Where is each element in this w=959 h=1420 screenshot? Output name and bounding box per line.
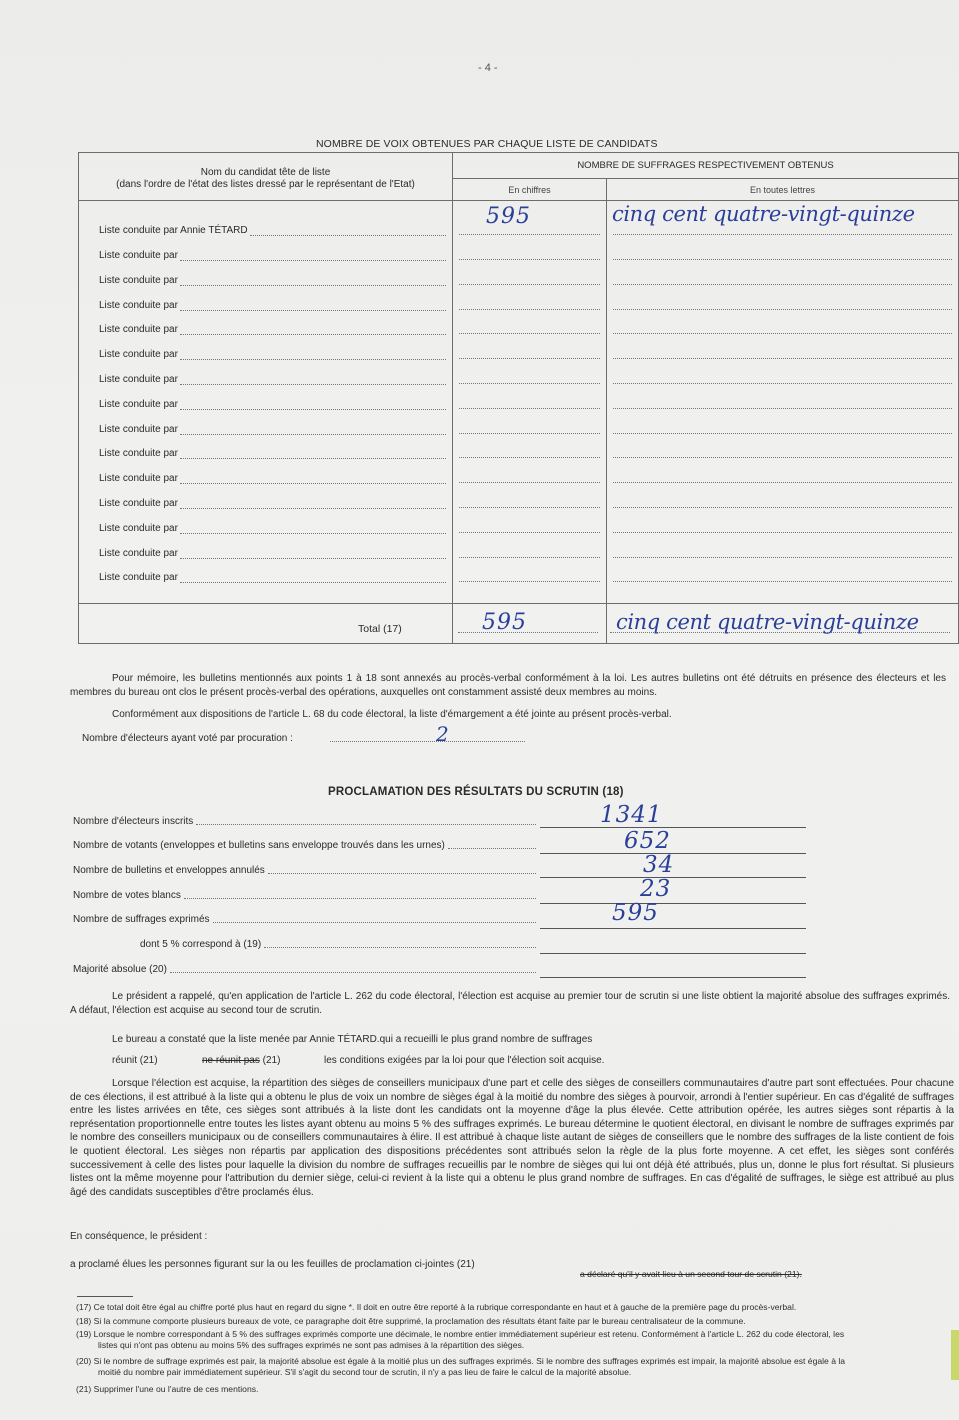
blancs-line bbox=[73, 890, 536, 901]
ne-reunit-strike: ne réunit pas bbox=[202, 1055, 260, 1066]
table-title: NOMBRE DE VOIX OBTENUES PAR CHAQUE LISTE DE CANDIDATS bbox=[316, 138, 658, 150]
header-name-line1: Nom du candidat tête de liste bbox=[200, 166, 331, 178]
bureau-paragraph: Le bureau a constaté que la liste menée par Annie TÉTARD.qui a recueilli le plus grand nombre de suffrages bbox=[112, 1034, 593, 1045]
chiffres-row-9 bbox=[453, 412, 606, 437]
votants-value-handwritten: 652 bbox=[624, 828, 671, 854]
footnote-17: (17) Ce total doit être égal au chiffre porté plus haut en regard du signe *. Il doit en outre être reporté à la rubrique correspondante en haut et à gauche de la première page du procès-verbal. bbox=[76, 1302, 797, 1312]
consequence-text: En conséquence, le président : bbox=[70, 1231, 208, 1242]
lettres-row-5 bbox=[607, 313, 958, 338]
paper-edge-tab bbox=[951, 1330, 959, 1380]
list-row-2 bbox=[79, 238, 452, 263]
total-label: Total (17) bbox=[358, 623, 402, 635]
header-suffrages: NOMBRE DE SUFFRAGES RESPECTIVEMENT OBTENUS bbox=[453, 153, 959, 179]
list-row-label: Liste conduite par bbox=[99, 522, 178, 534]
exprimes-line bbox=[73, 914, 536, 925]
chiffres-row-8 bbox=[453, 387, 606, 412]
footnote-18: (18) Si la commune comporte plusieurs bureaux de vote, ce paragraphe doit être supprimé, la proclamation des résultats étant faite par le bureau centralisateur de la commune. bbox=[76, 1316, 746, 1326]
list-row-14 bbox=[79, 536, 452, 561]
inscrits-label: Nombre d'électeurs inscrits bbox=[73, 816, 194, 827]
list-row-9 bbox=[79, 412, 452, 437]
chiffres-row-7 bbox=[453, 362, 606, 387]
list-row-label: Liste conduite par bbox=[99, 423, 178, 435]
footnote-20a: (20) Si le nombre de suffrage exprimés est pair, la majorité absolue est égale à la moitié plus un des suffrages exprimés. Si le nombre des suffrages exprimés est impair, la majorité absolue est égale à la bbox=[76, 1356, 846, 1366]
proclame-option: a proclamé élues les personnes figurant sur la ou les feuilles de proclamation ci-jointes (21) bbox=[70, 1259, 475, 1270]
header-lettres: En toutes lettres bbox=[607, 179, 959, 201]
memo-paragraph: Pour mémoire, les bulletins mentionnés aux points 1 à 18 sont annexés au procès-verbal conformément à la loi. Les autres bulletins ont été détruits en présence des électeurs et les membres du bureau ont clos le présent procès-verbal des opérations, auxquelles ont constamment assisté deux membres au moins. bbox=[70, 673, 946, 698]
list-row-11 bbox=[79, 461, 452, 486]
annules-label: Nombre de bulletins et enveloppes annulés bbox=[73, 865, 265, 876]
footnote-20b: moitié du nombre pair immédiatement supérieur. S'il s'agit du second tour de scrutin, il n'y a pas lieu de faire le calcul de la majorité absolue. bbox=[98, 1367, 632, 1377]
list-row-label: Liste conduite par Annie TÉTARD bbox=[99, 225, 248, 237]
list-row-label: Liste conduite par bbox=[99, 498, 178, 510]
president-paragraph: Le président a rappelé, qu'en application de l'article L. 262 du code électoral, l'élection est acquise au premier tour de scrutin si une liste obtient la majorité absolue des suffrages exprimés. A défaut, l'élection est acquise au second tour de scrutin. bbox=[70, 991, 950, 1016]
lettres-row-14 bbox=[607, 536, 958, 561]
inscrits-rule bbox=[540, 827, 806, 828]
list-row-label: Liste conduite par bbox=[99, 324, 178, 336]
lettres-row-15 bbox=[607, 561, 958, 586]
chiffres-row-2 bbox=[453, 238, 606, 263]
procuration-dots bbox=[330, 741, 525, 742]
lettres-row-10 bbox=[607, 437, 958, 462]
list-row-7 bbox=[79, 362, 452, 387]
list-row-label: Liste conduite par bbox=[99, 572, 178, 584]
total-chiffres-cell bbox=[453, 603, 607, 643]
footnote-19b: listes qui n'ont pas obtenu au moins 5% des suffrages exprimés ne sont pas admises à la répartition des sièges. bbox=[98, 1340, 525, 1350]
list-row-label: Liste conduite par bbox=[99, 473, 178, 485]
votants-line bbox=[73, 840, 536, 851]
list-row-label: Liste conduite par bbox=[99, 274, 178, 286]
annules-line bbox=[73, 865, 536, 876]
chiffres-column bbox=[453, 201, 607, 603]
list-row-10 bbox=[79, 437, 452, 462]
blancs-label: Nombre de votes blancs bbox=[73, 890, 181, 901]
list-row-label: Liste conduite par bbox=[99, 547, 178, 559]
procuration-label: Nombre d'électeurs ayant voté par procuration : bbox=[82, 733, 293, 744]
header-name-line2: (dans l'ordre de l'état des listes dressé par le représentant de l'Etat) bbox=[116, 178, 415, 190]
list-row-15 bbox=[79, 561, 452, 586]
total-lettres-handwritten: cinq cent quatre-vingt-quinze bbox=[616, 610, 919, 634]
votants-label: Nombre de votants (enveloppes et bulletins sans enveloppe trouvés dans les urnes) bbox=[73, 840, 445, 851]
proclamation-title: PROCLAMATION DES RÉSULTATS DU SCRUTIN (18) bbox=[328, 786, 624, 798]
list-row-8 bbox=[79, 387, 452, 412]
lettres-row-4 bbox=[607, 288, 958, 313]
list-row-4 bbox=[79, 288, 452, 313]
header-chiffres: En chiffres bbox=[453, 179, 607, 201]
lettres-row-3 bbox=[607, 263, 958, 288]
blancs-value-handwritten: 23 bbox=[640, 876, 672, 902]
majorite-label: Majorité absolue (20) bbox=[73, 964, 167, 975]
exprimes-value-handwritten: 595 bbox=[612, 900, 659, 926]
total-chiffres-dots bbox=[458, 632, 598, 633]
lettres-row-13 bbox=[607, 511, 958, 536]
list-row-13 bbox=[79, 511, 452, 536]
chiffres-row-10 bbox=[453, 437, 606, 462]
conditions-text: les conditions exigées par la loi pour que l'élection soit acquise. bbox=[324, 1055, 605, 1066]
blancs-rule bbox=[540, 903, 806, 904]
cinq-pourcent-rule bbox=[540, 953, 806, 954]
second-tour-option: a déclaré qu'il y avait lieu à un second tour de scrutin (21). bbox=[580, 1269, 802, 1279]
ne-reunit-ref: (21) bbox=[262, 1055, 281, 1066]
page-number: - 4 - bbox=[478, 62, 498, 74]
exprimes-label: Nombre de suffrages exprimés bbox=[73, 914, 210, 925]
chiffres-row-11 bbox=[453, 461, 606, 486]
footnote-19a: (19) Lorsque le nombre correspondant à 5 % des suffrages exprimés comporte une décimale, le nombre entier immédiatement supérieur est retenu. Conformément à l'article L. 262 du code électoral, les bbox=[76, 1329, 845, 1339]
chiffres-row-14 bbox=[453, 536, 606, 561]
exprimes-rule bbox=[540, 928, 806, 929]
reunit-option: réunit (21) bbox=[112, 1055, 158, 1066]
lettres-row-9 bbox=[607, 412, 958, 437]
lettres-row-2 bbox=[607, 238, 958, 263]
lettres-row-7 bbox=[607, 362, 958, 387]
chiffres-row-3 bbox=[453, 263, 606, 288]
chiffres-row-5 bbox=[453, 313, 606, 338]
list-row-label: Liste conduite par bbox=[99, 349, 178, 361]
list-row-1 bbox=[79, 213, 452, 238]
procuration-value-handwritten: 2 bbox=[436, 722, 450, 746]
chiffres-row-4 bbox=[453, 288, 606, 313]
row1-lettres-handwritten: cinq cent quatre-vingt-quinze bbox=[612, 202, 915, 226]
list-row-label: Liste conduite par bbox=[99, 299, 178, 311]
ne-reunit-option bbox=[202, 1054, 280, 1068]
majorite-rule bbox=[540, 977, 806, 978]
list-row-label: Liste conduite par bbox=[99, 398, 178, 410]
cinq-pourcent-line bbox=[140, 939, 536, 950]
list-row-12 bbox=[79, 486, 452, 511]
list-row-label: Liste conduite par bbox=[99, 374, 178, 386]
total-chiffres-handwritten: 595 bbox=[482, 610, 527, 635]
inscrits-value-handwritten: 1341 bbox=[600, 802, 663, 828]
emargement-paragraph: Conformément aux dispositions de l'article L. 68 du code électoral, la liste d'émargement a été jointe au présent procès-verbal. bbox=[112, 709, 672, 720]
list-row-label: Liste conduite par bbox=[99, 250, 178, 262]
majorite-line bbox=[73, 964, 536, 975]
list-row-label: Liste conduite par bbox=[99, 448, 178, 460]
header-name-cell bbox=[79, 153, 453, 201]
lettres-row-12 bbox=[607, 486, 958, 511]
list-row-3 bbox=[79, 263, 452, 288]
lettres-row-11 bbox=[607, 461, 958, 486]
lettres-row-6 bbox=[607, 337, 958, 362]
inscrits-line bbox=[73, 816, 536, 827]
chiffres-row-12 bbox=[453, 486, 606, 511]
footnote-21: (21) Supprimer l'une ou l'autre de ces mentions. bbox=[76, 1384, 259, 1394]
repartition-paragraph: Lorsque l'élection est acquise, la répartition des sièges de conseillers municipaux d'une part et celle des sièges de conseillers communautaires d'autre part sont effectuées. Pour chacune de ces élections, il est attribué à la liste qui a obtenu le plus de voix un nombre de sièges égal à la moitié du nombre des sièges à pourvoir, arrondi à l'entier supérieur. En cas d'égalité de suffrages entre les listes arrivées en tête, ces sièges sont attribués à la liste dont les candidats ont la moyenne d'âge la plus élevée. Cette attribution opérée, les autres sièges sont répartis à la représentation proportionnelle entre toutes les listes ayant obtenu au moins 5 % des suffrages exprimés. Le bureau détermine le quotient électoral, en divisant le nombre de suffrages exprimés par le nombre des conseillers municipaux ou de conseillers communautaires à élire. Il est attribué à chaque liste autant de sièges de conseillers que le nombre des suffrages de la liste contient de fois le quotient électoral. Les sièges non répartis par application des dispositions précédentes sont attribués selon la règle de la plus forte moyenne. A cet effet, les sièges sont conférés successivement à celle des listes pour laquelle la division du nombre de suffrages recueillis par le nombre de sièges qui lui ont déjà été attribués, plus un, donne le plus fort résultat. Si plusieurs listes ont la même moyenne pour l'attribution du dernier siège, celui-ci revient à la liste qui a obtenu le plus grand nombre de suffrages. En cas d'égalité de suffrages, le siège est attribué au plus âgé des candidats susceptibles d'être proclamés élus. bbox=[70, 1078, 954, 1198]
annules-value-handwritten: 34 bbox=[643, 852, 675, 878]
chiffres-row-15 bbox=[453, 561, 606, 586]
lettres-row-8 bbox=[607, 387, 958, 412]
cinq-pourcent-label: dont 5 % correspond à (19) bbox=[140, 939, 262, 950]
row1-chiffres-handwritten: 595 bbox=[486, 204, 531, 229]
list-row-5 bbox=[79, 313, 452, 338]
names-column bbox=[79, 201, 453, 603]
list-row-6 bbox=[79, 337, 452, 362]
chiffres-row-13 bbox=[453, 511, 606, 536]
chiffres-row-6 bbox=[453, 337, 606, 362]
lettres-column bbox=[607, 201, 959, 603]
footnote-rule bbox=[77, 1296, 133, 1297]
